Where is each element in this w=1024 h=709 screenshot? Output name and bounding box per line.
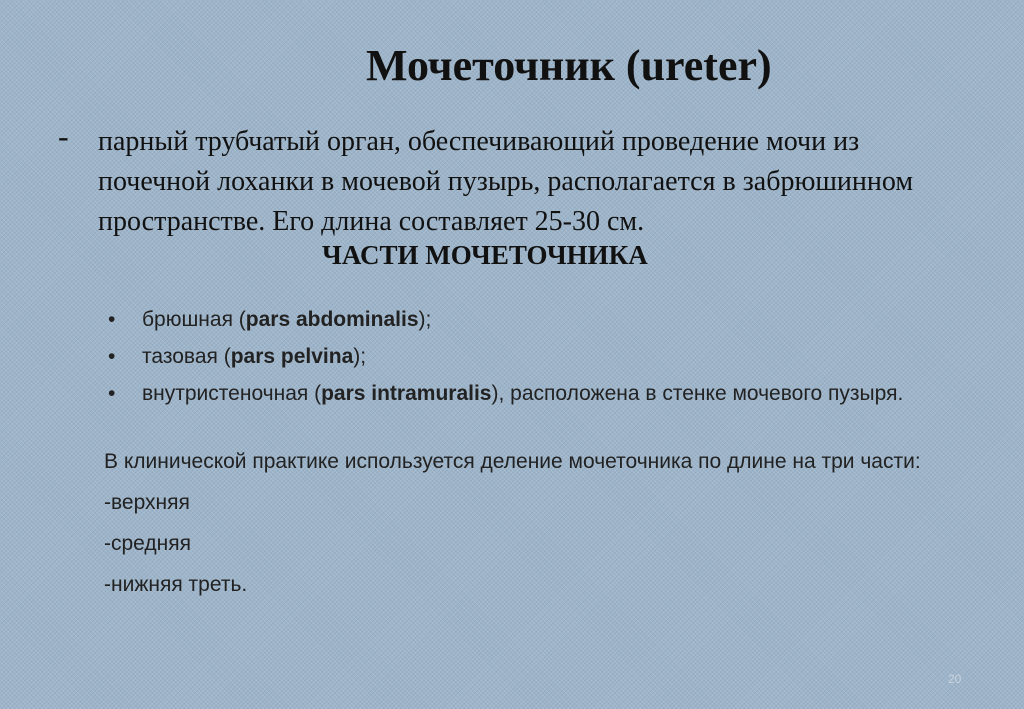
clinical-item-middle: -средняя <box>104 532 191 555</box>
clinical-item-lower: -нижняя треть. <box>104 573 248 596</box>
bullet-icon: • <box>108 382 116 405</box>
bullet-icon: • <box>108 345 116 368</box>
clinical-item-upper: -верхняя <box>104 491 190 514</box>
part-latin: pars pelvina <box>230 345 354 368</box>
part-prefix: внутристеночная ( <box>142 382 322 405</box>
parts-heading: ЧАСТИ МОЧЕТОЧНИКА <box>322 240 648 270</box>
part-suffix: ), расположена в стенке мочевого пузыря. <box>491 382 904 405</box>
list-item <box>108 378 958 409</box>
parts-list <box>108 304 958 415</box>
part-latin: pars intramuralis <box>321 382 492 405</box>
part-suffix: ); <box>418 308 432 331</box>
slide-title: Мочеточник (ureter) <box>366 41 772 90</box>
page-number: 20 <box>948 672 962 686</box>
part-latin: pars abdominalis <box>245 308 419 331</box>
part-suffix: ); <box>353 345 367 368</box>
clinical-section <box>104 446 964 600</box>
clinical-intro: В клинической практике используется деление мочеточника по длине на три части: <box>104 450 921 473</box>
part-prefix: тазовая ( <box>142 345 231 368</box>
definition-dash: - <box>58 118 69 154</box>
bullet-icon: • <box>108 308 116 331</box>
definition-text: парный трубчатый орган, обеспечивающий проведение мочи из почечной лоханки в мочевой пузырь, располагается в забрюшинном пространстве. Его длина составляет 25-30 см. <box>98 126 914 237</box>
list-item <box>108 304 958 335</box>
list-item <box>108 341 958 372</box>
part-prefix: брюшная ( <box>142 308 246 331</box>
